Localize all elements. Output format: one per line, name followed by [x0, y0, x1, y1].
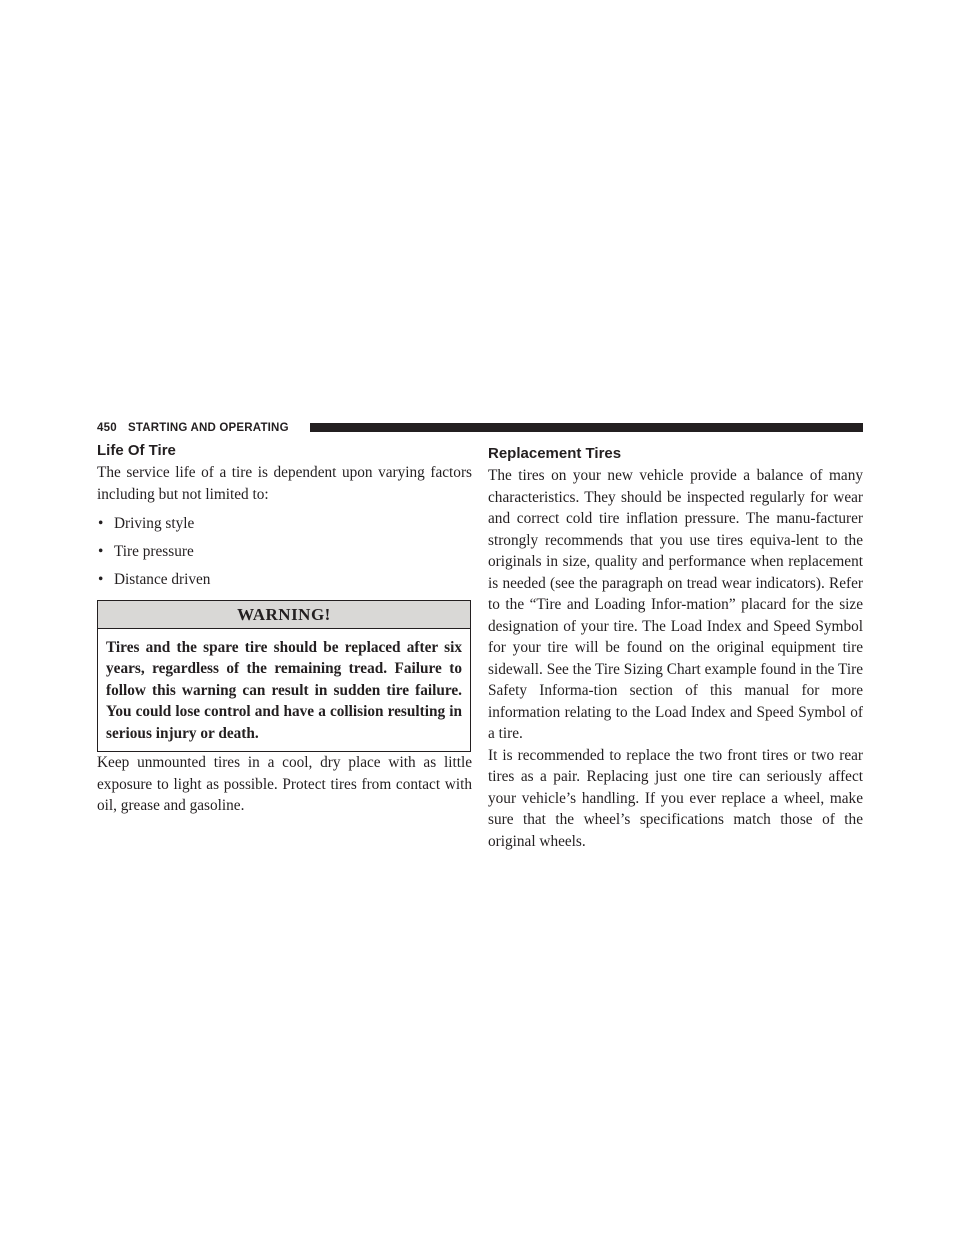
warning-box	[97, 600, 471, 753]
replacement-paragraph-1: The tires on your new vehicle provide a balance of many characteristics. They should be inspected regularly for wear and correct cold tire inflation pressure. The manu-facturer strongly recommends that you use tires equiva-lent to the originals in size, quality and performance when replacement is needed (see the paragraph on tread wear indicators). Refer to the “Tire and Loading Infor-mation” placard for the size designation of your tire. The Load Index and Speed Symbol for your tire will be found on the original equipment tire sidewall. See the Tire Sizing Chart example found in the Tire Safety Informa-tion section of this manual for more information relating to the Load Index and Speed Symbol of a tire.	[488, 467, 863, 742]
life-of-tire-heading: Life Of Tire	[97, 442, 176, 459]
list-item-text: Tire pressure	[114, 543, 194, 560]
replacement-paragraph-2: It is recommended to replace the two front tires or two rear tires as a pair. Replacing just one tire can seriously affect your vehicle’s handling. If you ever replace a wheel, make sure that the wheel’s specifications match those of the original wheels.	[488, 746, 863, 850]
list-item-text: Distance driven	[114, 571, 211, 588]
list-item	[97, 513, 472, 535]
storage-paragraph: Keep unmounted tires in a cool, dry place with as little exposure to light as possible. Protect tires from contact with oil, grease and gasoline.	[97, 754, 472, 814]
factor-list	[97, 513, 472, 591]
warning-title: WARNING!	[98, 601, 470, 629]
page-number: 450	[97, 422, 117, 434]
list-item	[97, 541, 472, 563]
life-of-tire-intro: The service life of a tire is dependent upon varying factors including but not limited to:	[97, 464, 472, 503]
bullet-icon: •	[98, 543, 104, 560]
warning-text: Tires and the spare tire should be replaced after six years, regardless of the remaining tread. Failure to follow this warning can result in sudden tire failure. You could lose control and have a collision resulting in serious injury or death.	[106, 638, 462, 742]
replacement-tires-heading: Replacement Tires	[488, 445, 622, 462]
section-title: STARTING AND OPERATING	[128, 422, 289, 434]
bullet-icon: •	[98, 515, 104, 532]
list-item	[97, 569, 472, 591]
list-item-text: Driving style	[114, 515, 195, 532]
page-header	[97, 421, 863, 435]
right-column	[488, 441, 863, 852]
bullet-icon: •	[98, 571, 104, 588]
header-rule	[310, 423, 863, 432]
left-column	[97, 441, 472, 817]
